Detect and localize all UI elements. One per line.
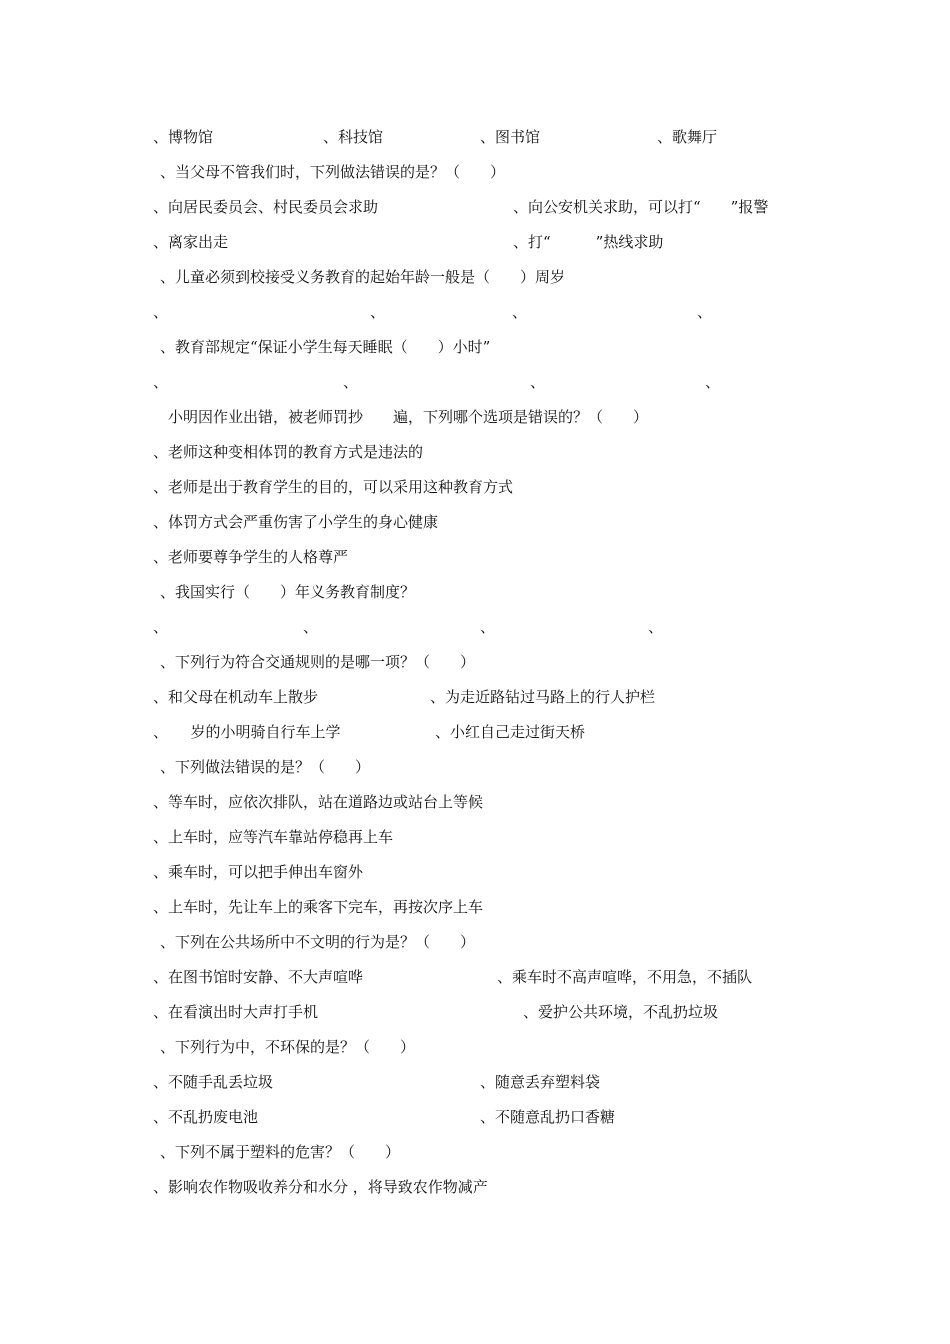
option-text: 、不乱扔废电池 — [153, 1108, 259, 1126]
option-row — [0, 1177, 950, 1207]
option-row — [0, 827, 950, 857]
question-text: 、下列不属于塑料的危害？（ ） — [160, 1143, 401, 1161]
option-row — [0, 1002, 950, 1032]
option-text: 、在图书馆时安静、不大声喧哗 — [153, 968, 364, 986]
option-text: 、 — [697, 303, 713, 321]
option-text: 、体罚方式会严重伤害了小学生的身心健康 — [153, 513, 439, 531]
question-text: 、当父母不管我们时，下列做法错误的是？（ ） — [160, 163, 506, 181]
question-row — [0, 1037, 950, 1067]
option-text: 、 — [705, 373, 721, 391]
option-row — [0, 512, 950, 542]
option-text: 、不随意乱扔口香糖 — [480, 1108, 616, 1126]
option-text: 、小红自己走过街天桥 — [435, 723, 586, 741]
option-text: 、随意丢弃塑料袋 — [480, 1073, 601, 1091]
option-text: 、 岁的小明骑自行车上学 — [153, 723, 341, 741]
option-text: 、爱护公共环境，不乱扔垃圾 — [523, 1003, 719, 1021]
option-text: 、和父母在机动车上散步 — [153, 688, 319, 706]
question-row — [0, 652, 950, 682]
question-text: 、我国实行（ ）年义务教育制度？ — [160, 583, 416, 601]
option-text: 、老师这种变相体罚的教育方式是违法的 — [153, 443, 424, 461]
option-text: 、 — [648, 618, 664, 636]
question-text: 小明因作业出错，被老师罚抄 遍，下列哪个选项是错误的？（ ） — [168, 408, 649, 426]
option-text: 、离家出走 — [153, 233, 229, 251]
option-text: 、上车时，先让车上的乘客下完车，再按次序上车 — [153, 898, 484, 916]
option-text: 、在看演出时大声打手机 — [153, 1003, 319, 1021]
option-text: 、图书馆 — [480, 128, 541, 146]
question-row — [0, 267, 950, 297]
question-text: 、教育部规定“保证小学生每天睡眠（ ）小时” — [160, 338, 491, 356]
option-text: 、科技馆 — [323, 128, 384, 146]
option-text: 、上车时，应等汽车靠站停稳再上车 — [153, 828, 394, 846]
option-row — [0, 897, 950, 927]
option-row — [0, 232, 950, 262]
option-row — [0, 617, 950, 647]
option-row — [0, 197, 950, 227]
option-row — [0, 1072, 950, 1102]
question-text: 、下列在公共场所中不文明的行为是？（ ） — [160, 933, 476, 951]
option-row — [0, 687, 950, 717]
option-text: 、向居民委员会、村民委员会求助 — [153, 198, 379, 216]
option-row — [0, 547, 950, 577]
option-row — [0, 1107, 950, 1137]
option-text: 、 — [303, 618, 319, 636]
option-text: 、不随手乱丢垃圾 — [153, 1073, 274, 1091]
option-row — [0, 792, 950, 822]
option-row — [0, 477, 950, 507]
option-text: 、 — [480, 618, 496, 636]
question-text: 、下列行为中，不环保的是？（ ） — [160, 1038, 416, 1056]
option-text: 、老师要尊争学生的人格尊严 — [153, 548, 349, 566]
question-text: 、儿童必须到校接受义务教育的起始年龄一般是（ ）周岁 — [160, 268, 566, 286]
option-text: 、打“ ”热线求助 — [513, 233, 664, 251]
option-text: 、老师是出于教育学生的目的，可以采用这种教育方式 — [153, 478, 514, 496]
question-text: 、下列行为符合交通规则的是哪一项？（ ） — [160, 653, 476, 671]
option-text: 、影响农作物吸收养分和水分 ，将导致农作物减产 — [153, 1178, 488, 1196]
option-row — [0, 372, 950, 402]
option-text: 、歌舞厅 — [657, 128, 718, 146]
option-row — [0, 967, 950, 997]
option-text: 、 — [153, 373, 169, 391]
option-text: 、 — [370, 303, 386, 321]
option-text: 、博物馆 — [153, 128, 214, 146]
question-row — [0, 932, 950, 962]
option-text: 、 — [512, 303, 528, 321]
option-row — [0, 722, 950, 752]
question-row — [0, 757, 950, 787]
option-text: 、 — [153, 303, 169, 321]
question-row — [0, 162, 950, 192]
option-text: 、等车时，应依次排队，站在道路边或站台上等候 — [153, 793, 484, 811]
question-text: 、下列做法错误的是？（ ） — [160, 758, 371, 776]
option-text: 、乘车时不高声喧哗，不用急，不插队 — [497, 968, 753, 986]
option-row — [0, 302, 950, 332]
option-row — [0, 862, 950, 892]
question-row — [0, 582, 950, 612]
option-row — [0, 127, 950, 157]
option-text: 、 — [343, 373, 359, 391]
question-row — [0, 1142, 950, 1172]
option-row — [0, 442, 950, 472]
question-row — [0, 337, 950, 367]
option-text: 、 — [153, 618, 169, 636]
option-text: 、向公安机关求助，可以打“ ”报警 — [513, 198, 769, 216]
option-text: 、为走近路钻过马路上的行人护栏 — [430, 688, 656, 706]
option-text: 、 — [530, 373, 546, 391]
question-row — [0, 407, 950, 437]
option-text: 、乘车时，可以把手伸出车窗外 — [153, 863, 364, 881]
